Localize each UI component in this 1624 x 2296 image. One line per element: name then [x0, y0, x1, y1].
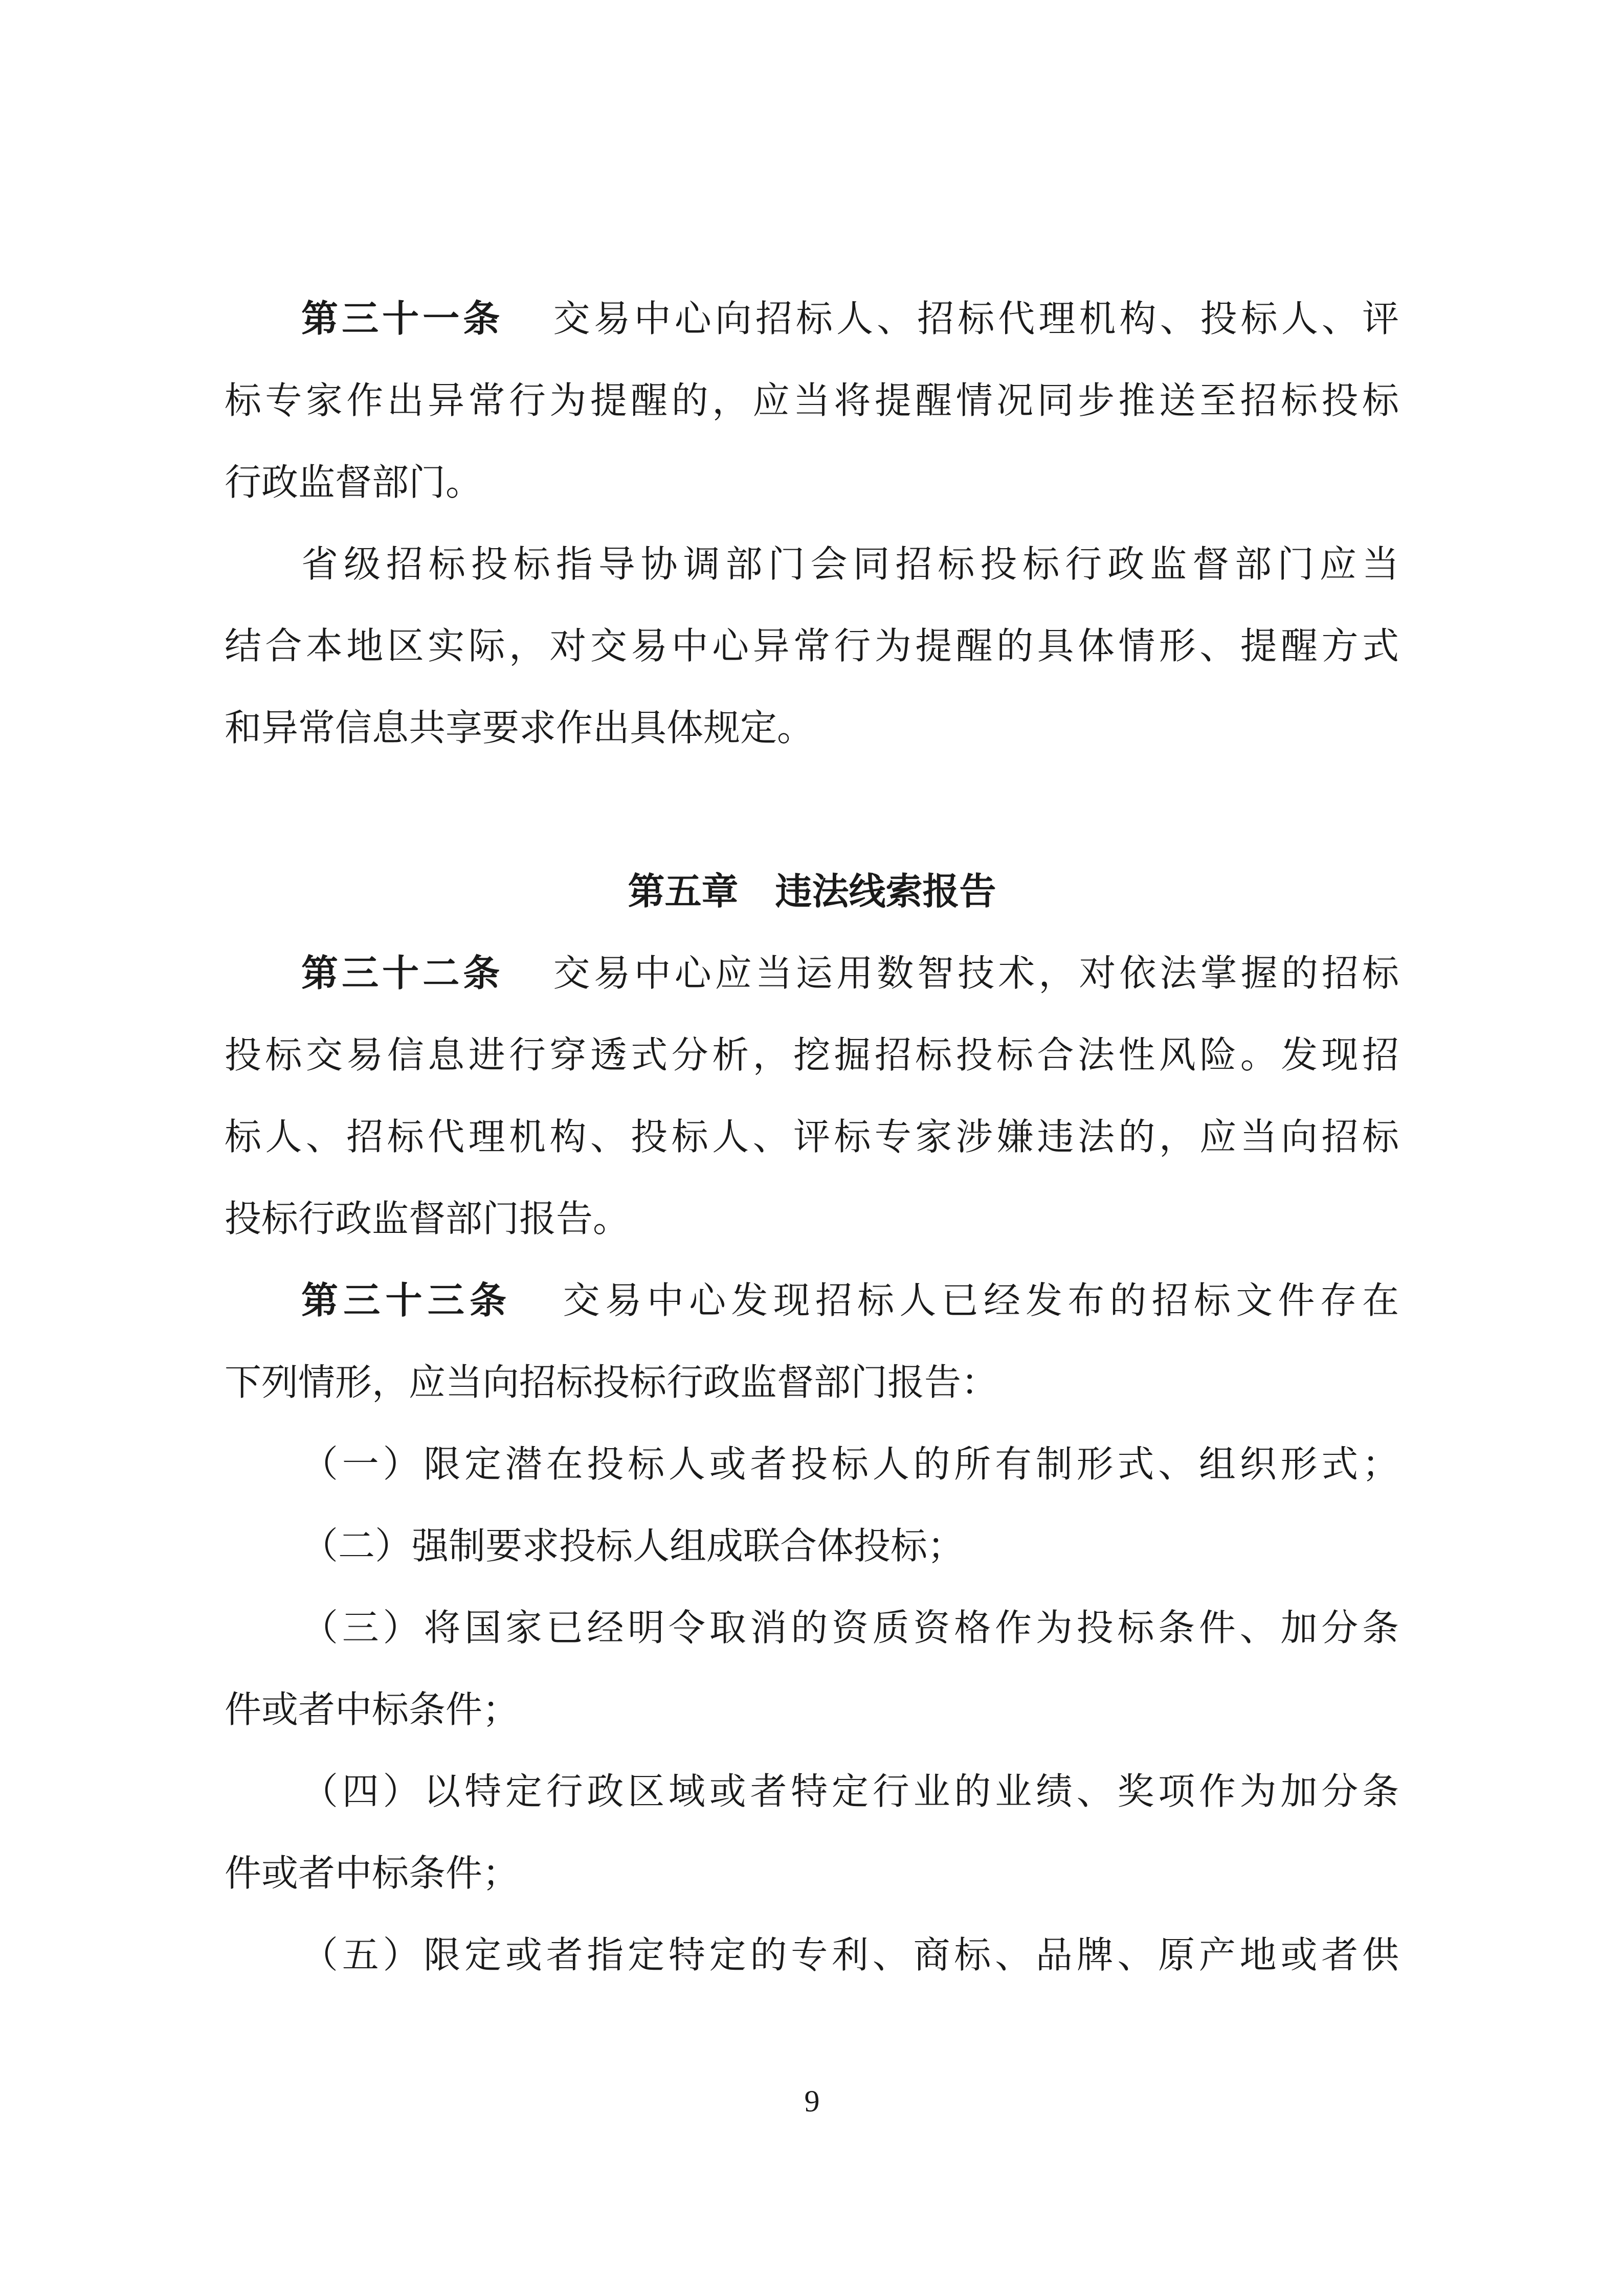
chapter-title: 第五章 违法线索报告: [628, 870, 996, 913]
article-31-line-3: 行政监督部门。: [225, 461, 483, 504]
list-item-3-line-1: （三）将国家已经明令取消的资质资格作为投标条件、加分条: [301, 1606, 1399, 1649]
list-item-1: （一）限定潜在投标人或者投标人的所有制形式、组织形式；: [301, 1443, 1399, 1485]
article-33-line-2: 下列情形，应当向招标投标行政监督部门报告：: [225, 1361, 998, 1404]
article-32-text: 交易中心应当运用数智技术，对依法掌握的招标: [549, 952, 1399, 995]
article-31-line-1: [301, 290, 1399, 347]
article-32-heading: 第三十二条: [301, 952, 504, 995]
list-item-5-line-1: （五）限定或者指定特定的专利、商标、品牌、原产地或者供: [301, 1933, 1399, 1976]
page-number: 9: [804, 2084, 820, 2118]
article-32-line-2: 投标交易信息进行穿透式分析，挖掘招标投标合法性风险。发现招: [225, 1033, 1399, 1076]
article-32-line-1: [301, 945, 1399, 1001]
article-31-p2-line-1: 省级招标投标指导协调部门会同招标投标行政监督部门应当: [301, 543, 1399, 586]
article-31-heading: 第三十一条: [301, 297, 504, 340]
article-31-p2-line-3: 和异常信息共享要求作出具体规定。: [225, 706, 814, 749]
article-31-p2-line-2: 结合本地区实际，对交易中心异常行为提醒的具体情形、提醒方式: [225, 624, 1399, 667]
article-33-heading: 第三十三条: [301, 1279, 512, 1322]
list-item-4-line-1: （四）以特定行政区域或者特定行业的业绩、奖项作为加分条: [301, 1770, 1399, 1813]
article-33-text: 交易中心发现招标人已经发布的招标文件存在: [558, 1279, 1399, 1322]
list-item-4-line-2: 件或者中标条件；: [225, 1852, 520, 1895]
article-31-text: 交易中心向招标人、招标代理机构、投标人、评: [549, 297, 1399, 340]
list-item-3-line-2: 件或者中标条件；: [225, 1688, 520, 1731]
article-32-line-3: 标人、招标代理机构、投标人、评标专家涉嫌违法的，应当向招标: [225, 1115, 1399, 1158]
article-32-line-4: 投标行政监督部门报告。: [225, 1197, 630, 1240]
article-33-line-1: [301, 1272, 1399, 1329]
list-item-2: （二）强制要求投标人组成联合体投标；: [301, 1524, 965, 1567]
article-31-line-2: 标专家作出异常行为提醒的，应当将提醒情况同步推送至招标投标: [225, 379, 1399, 422]
